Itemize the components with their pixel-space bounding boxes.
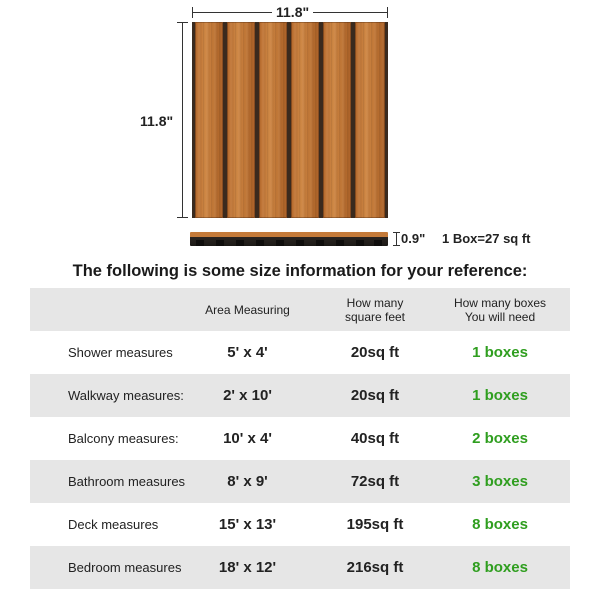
row-name: Balcony measures: <box>68 431 179 446</box>
width-label: 11.8" <box>272 4 313 20</box>
row-area: 10' x 4' <box>223 430 272 447</box>
box-coverage-label: 1 Box=27 sq ft <box>442 231 531 246</box>
wood-plank <box>323 22 351 218</box>
row-sqft: 20sq ft <box>350 387 400 404</box>
row-area: 5' x 4' <box>227 344 268 361</box>
row-name: Bathroom measures <box>68 474 186 489</box>
row-area: 18' x 12' <box>218 559 277 576</box>
section-heading: The following is some size information for your reference: <box>72 262 528 280</box>
row-boxes: 8 boxes <box>472 516 528 533</box>
height-dimension-line <box>182 22 183 218</box>
row-sqft: 216sq ft <box>346 559 404 576</box>
table-row <box>30 331 570 374</box>
row-area: 2' x 10' <box>223 387 272 404</box>
row-area: 15' x 13' <box>218 516 277 533</box>
row-sqft: 20sq ft <box>350 344 400 361</box>
height-dimension-tick <box>177 217 188 218</box>
thickness-label: 0.9" <box>401 231 426 246</box>
header-sqft-line2: square feet <box>344 309 406 324</box>
row-sqft: 40sq ft <box>350 430 400 447</box>
row-area: 8' x 9' <box>227 473 268 490</box>
row-name: Bedroom measures <box>68 560 182 575</box>
table-row <box>30 546 570 589</box>
header-boxes-line2: You will need <box>464 309 536 324</box>
height-label: 11.8" <box>140 113 174 129</box>
size-reference-table <box>30 288 570 589</box>
header-area <box>185 288 310 331</box>
table-row <box>30 503 570 546</box>
thickness-dimension-tick <box>393 232 400 233</box>
row-boxes: 8 boxes <box>472 559 528 576</box>
row-sqft: 72sq ft <box>350 473 400 490</box>
header-square-feet <box>316 288 434 331</box>
wood-plank <box>259 22 287 218</box>
deck-tile-image <box>192 22 388 218</box>
wood-plank <box>227 22 255 218</box>
row-boxes: 3 boxes <box>472 473 528 490</box>
wood-plank <box>355 22 385 218</box>
row-boxes: 2 boxes <box>472 430 528 447</box>
table-row <box>30 374 570 417</box>
width-dimension-tick <box>192 7 193 18</box>
header-boxes-line1: How many boxes <box>453 295 547 310</box>
header-boxes <box>430 288 570 331</box>
row-name: Walkway measures: <box>68 388 184 403</box>
header-sqft-line1: How many <box>346 295 404 310</box>
wood-plank <box>195 22 223 218</box>
tile-side-profile <box>190 232 388 246</box>
row-name: Deck measures <box>68 517 159 532</box>
width-dimension-tick <box>387 7 388 18</box>
thickness-dimension-line <box>396 232 397 246</box>
row-name: Shower measures <box>68 345 173 360</box>
row-sqft: 195sq ft <box>346 516 404 533</box>
table-row <box>30 460 570 503</box>
wood-plank <box>291 22 319 218</box>
header-area-label: Area Measuring <box>205 302 290 317</box>
thickness-dimension-tick <box>393 245 400 246</box>
table-header-row <box>30 288 570 331</box>
row-boxes: 1 boxes <box>472 387 528 404</box>
table-row <box>30 417 570 460</box>
height-dimension-tick <box>177 22 188 23</box>
row-boxes: 1 boxes <box>472 344 528 361</box>
